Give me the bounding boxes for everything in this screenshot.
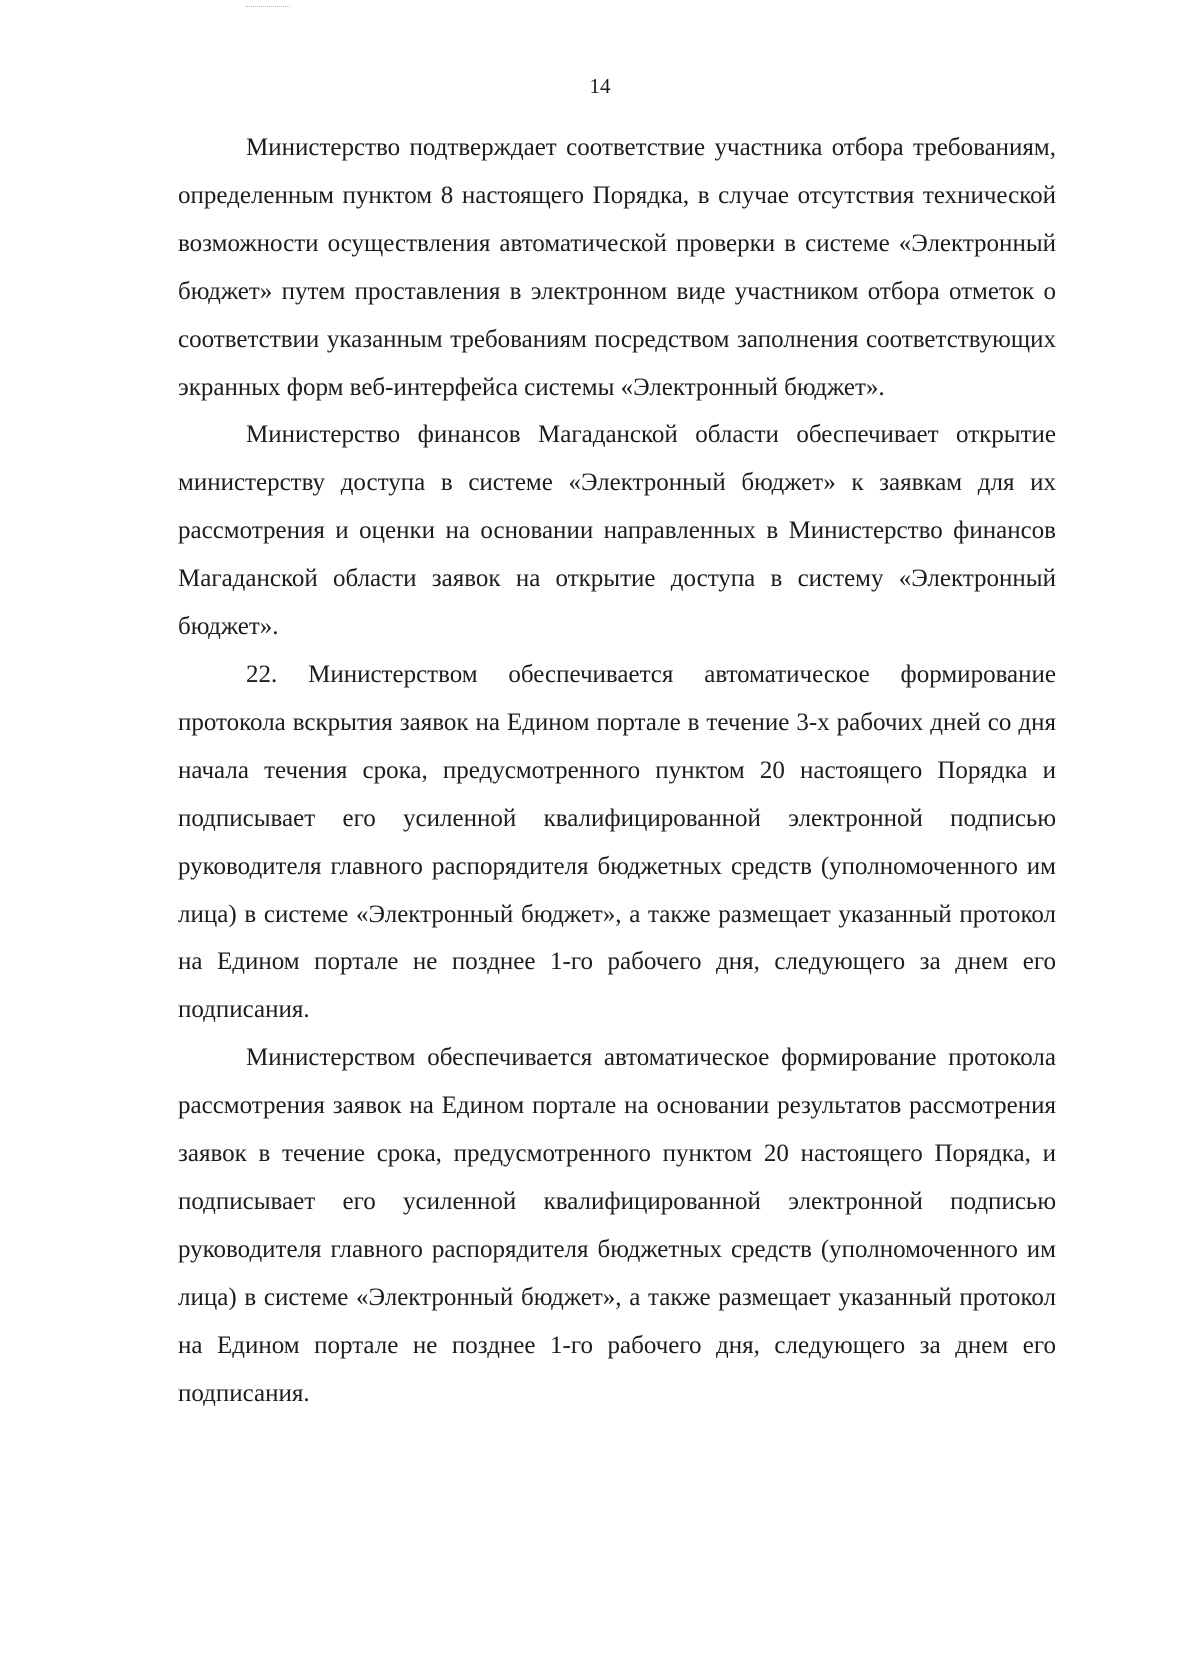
paragraph-22-opening-protocol: 22. Министерством обеспечивается автоматическое формирование протокола вскрытия заявок на Едином портале в течение 3-х рабочих дней со дня начала течения срока, предусмотренного пунктом 20 настоящего Порядка и подписывает его усиленной квалифицированной электронной подписью руководителя главного распорядителя бюджетных средств (уполномоченного им лица) в системе «Электронный бюджет», а также размещает указанный протокол на Едином портале не позднее 1-го рабочего дня, следующего за днем его подписания. — [178, 660, 1056, 1024]
paragraph-participant-verification: Министерство подтверждает соответствие участника отбора требованиям, определенным пунктом 8 настоящего Порядка, в случае отсутствия технической возможности осуществления автоматической проверки в системе «Электронный бюджет» путем проставления в электронном виде участником отбора отметок о соответствии указанным требованиям посредством заполнения соответствующих экранных форм веб-интерфейса системы «Электронный бюджет». — [178, 134, 1056, 401]
paragraph-review-protocol: Министерством обеспечивается автоматическое формирование протокола рассмотрения заявок на Едином портале на основании результатов рассмотрения заявок в течение срока, предусмотренного пунктом 20 настоящего Порядка, и подписывает его усиленной квалифицированной электронной подписью руководителя главного распорядителя бюджетных средств (уполномоченного им лица) в системе «Электронный бюджет», а также размещает указанный протокол на Едином портале не позднее 1-го рабочего дня, следующего за днем его подписания. — [178, 1044, 1056, 1407]
document-body — [178, 124, 1056, 1417]
scan-artifact — [246, 6, 290, 9]
page-number: 14 — [589, 74, 611, 98]
paragraph-finance-ministry-access: Министерство финансов Магаданской области обеспечивает открытие министерству доступа в системе «Электронный бюджет» к заявкам для их рассмотрения и оценки на основании направленных в Министерство финансов Магаданской области заявок на открытие доступа в систему «Электронный бюджет». — [178, 421, 1056, 641]
